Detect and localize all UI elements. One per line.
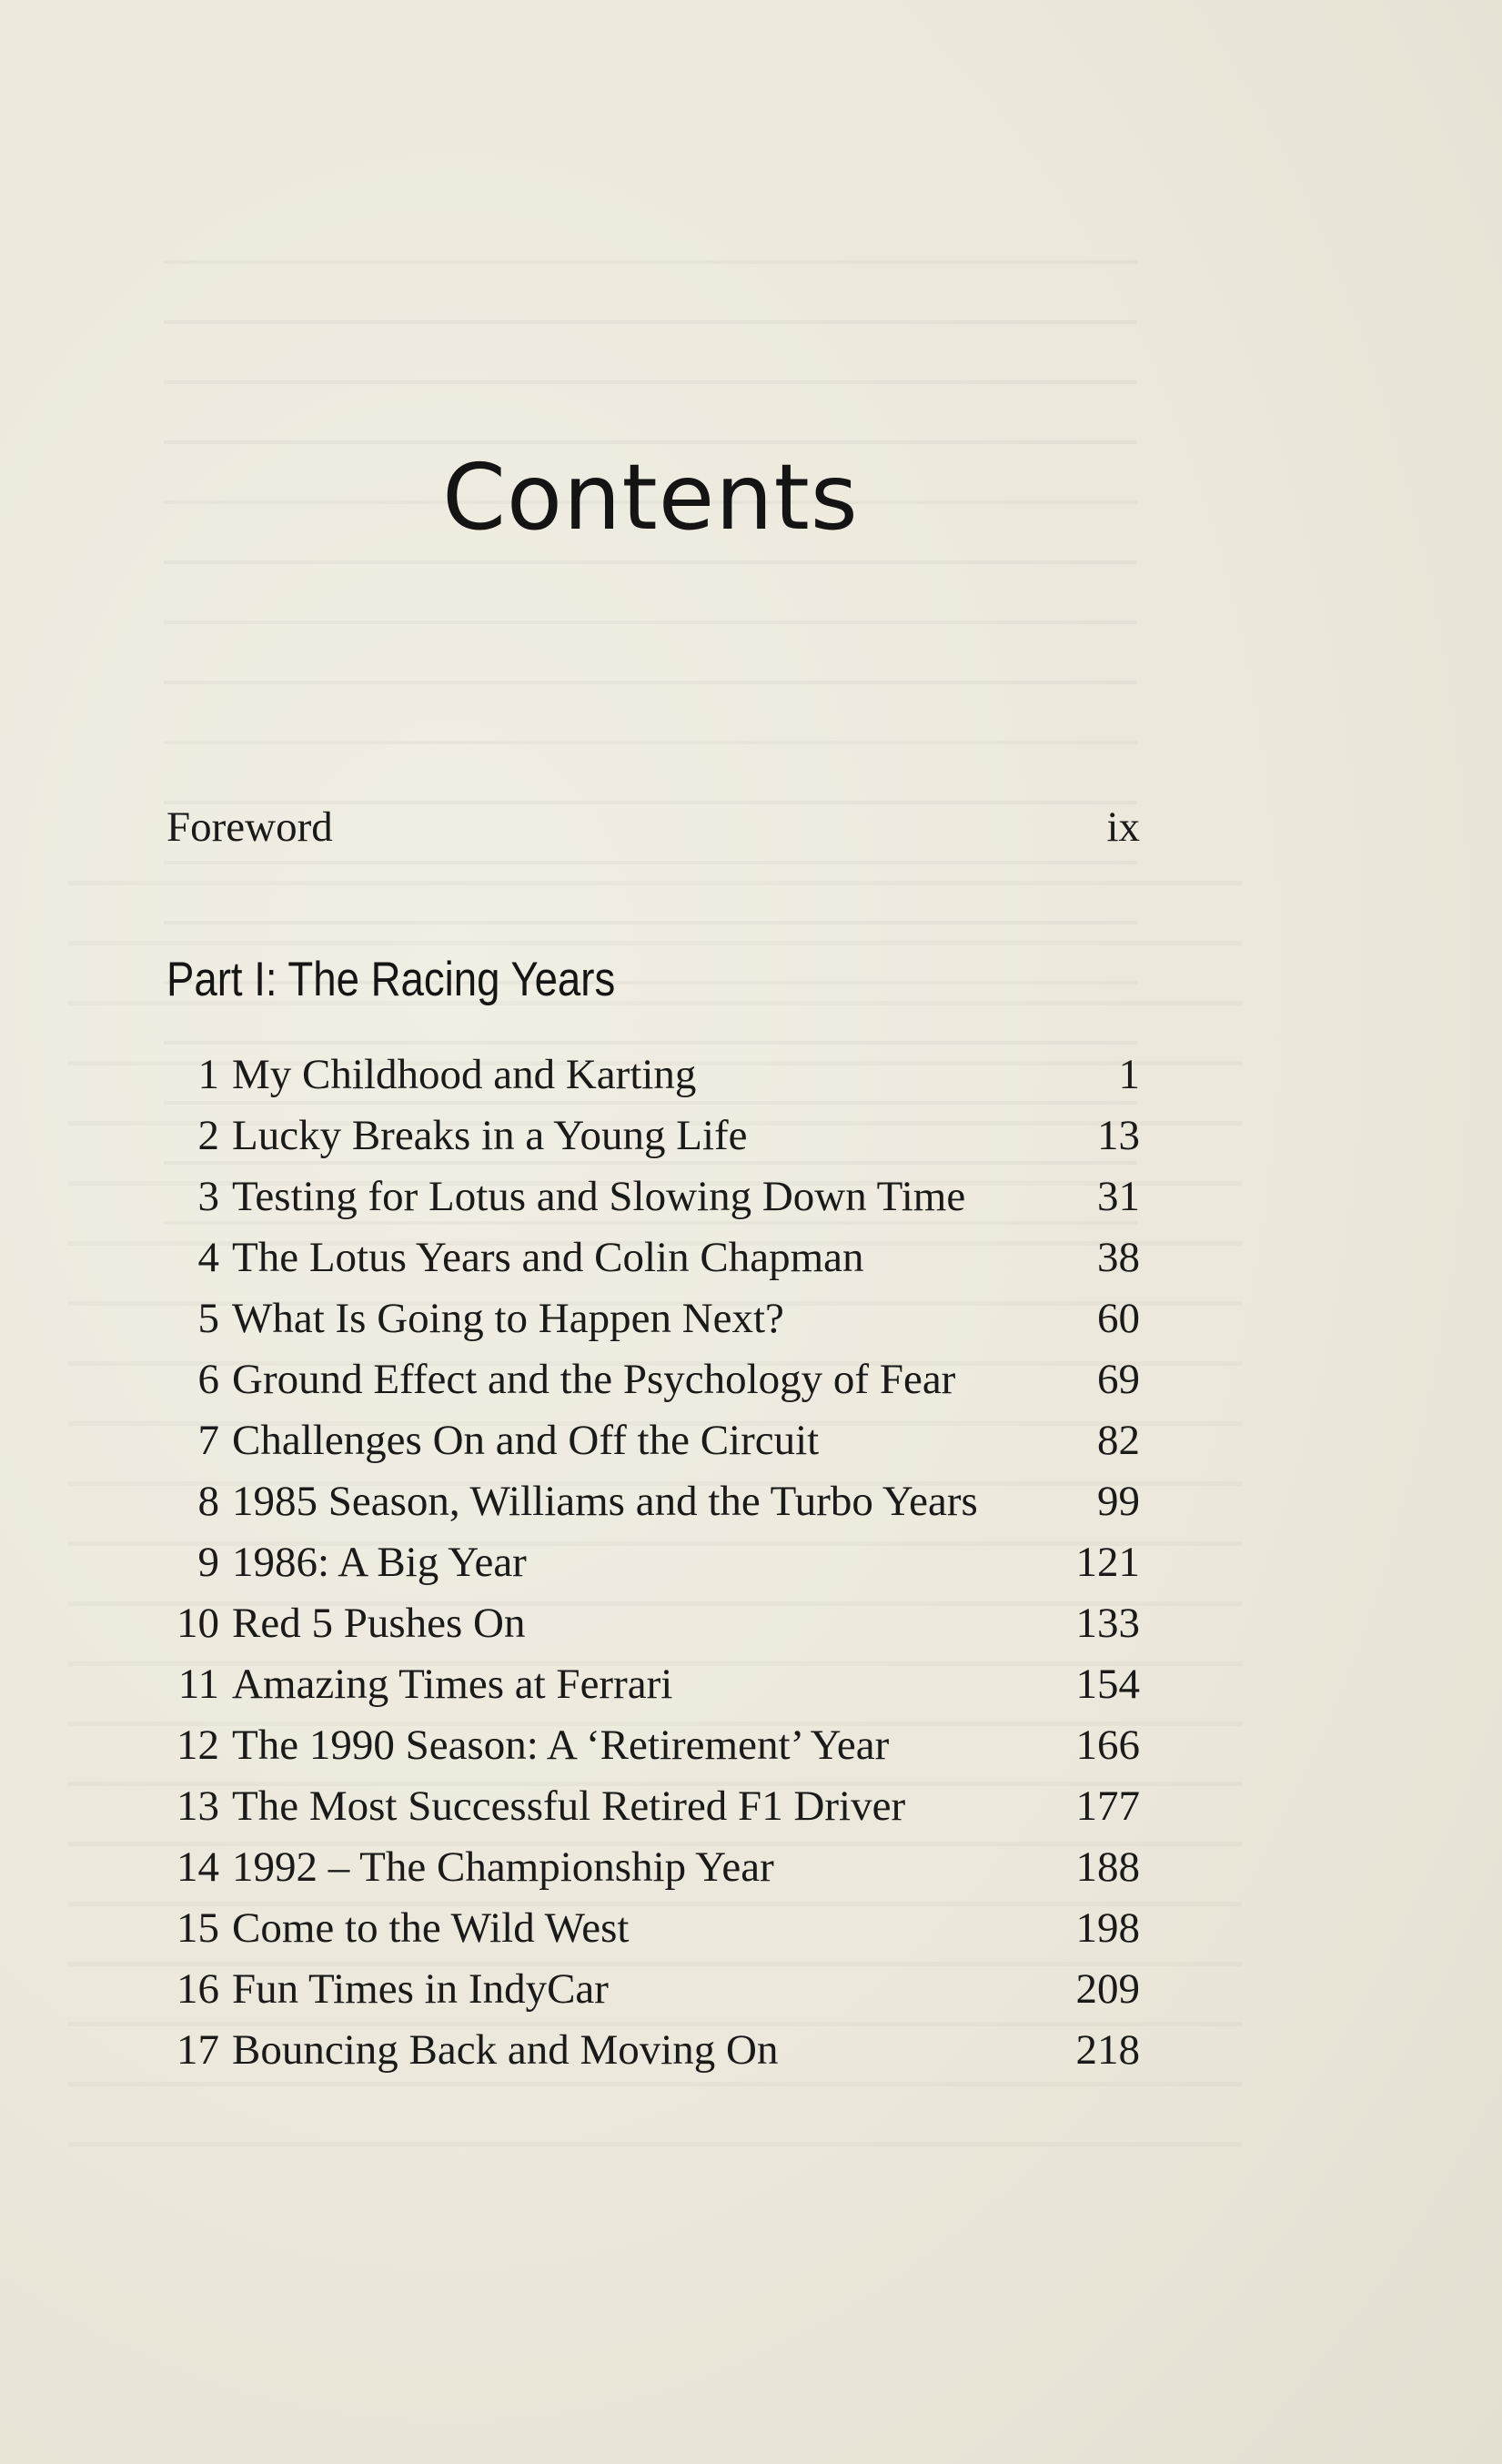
part-heading: Part I: The Racing Years [166,953,616,1006]
page-title: Contents [442,444,859,550]
chapter-number: 13 [176,1782,219,1830]
chapter-page: 188 [1075,1843,1140,1891]
chapter-number: 11 [177,1661,219,1708]
chapter-page: 154 [1075,1661,1140,1708]
chapter-title: Come to the Wild West [232,1904,630,1952]
chapter-number: 4 [197,1234,219,1281]
chapter-page: 133 [1075,1600,1140,1647]
chapter-number: 17 [176,2026,219,2074]
chapter-number: 7 [197,1417,219,1464]
chapter-title: Testing for Lotus and Slowing Down Time [232,1173,966,1220]
chapter-title: Ground Effect and the Psychology of Fear [232,1356,956,1403]
chapter-page: 166 [1075,1722,1140,1769]
chapter-title: 1992 – The Championship Year [232,1843,774,1891]
chapter-number: 9 [197,1539,219,1586]
chapter-page: 198 [1075,1904,1140,1952]
chapter-page: 1 [1118,1051,1140,1098]
chapter-number: 1 [197,1051,219,1098]
chapter-title: Challenges On and Off the Circuit [232,1417,820,1464]
chapter-title: 1986: A Big Year [232,1539,527,1586]
chapter-number: 14 [176,1843,219,1891]
chapter-title: The 1990 Season: A ‘Retirement’ Year [232,1722,890,1769]
chapter-title: The Lotus Years and Colin Chapman [232,1234,864,1281]
chapter-number: 16 [176,1965,219,2013]
chapter-title: My Childhood and Karting [232,1051,697,1098]
chapter-page: 218 [1075,2026,1140,2074]
chapter-page: 69 [1097,1356,1140,1403]
chapter-title: What Is Going to Happen Next? [232,1295,784,1342]
chapter-title: Red 5 Pushes On [232,1600,526,1647]
chapter-page: 13 [1097,1112,1140,1159]
foreword-label: Foreword [166,803,333,851]
chapter-page: 209 [1075,1965,1140,2013]
chapter-title: Fun Times in IndyCar [232,1965,609,2013]
chapter-number: 6 [197,1356,219,1403]
chapter-page: 38 [1097,1234,1140,1281]
chapter-page: 82 [1097,1417,1140,1464]
chapter-title: 1985 Season, Williams and the Turbo Years [232,1478,978,1525]
chapter-title: Bouncing Back and Moving On [232,2026,779,2074]
chapter-number: 10 [176,1600,219,1647]
chapter-page: 60 [1097,1295,1140,1342]
chapter-page: 31 [1097,1173,1140,1220]
chapter-title: Lucky Breaks in a Young Life [232,1112,748,1159]
chapter-page: 121 [1075,1539,1140,1586]
chapter-number: 12 [176,1722,219,1769]
chapter-page: 99 [1097,1478,1140,1525]
chapter-number: 8 [197,1478,219,1525]
chapter-title: Amazing Times at Ferrari [232,1661,673,1708]
chapter-title: The Most Successful Retired F1 Driver [232,1782,906,1830]
chapter-number: 15 [176,1904,219,1952]
foreword-page: ix [1106,803,1140,851]
chapter-number: 5 [197,1295,219,1342]
chapter-page: 177 [1075,1782,1140,1830]
chapter-number: 3 [197,1173,219,1220]
chapter-number: 2 [197,1112,219,1159]
